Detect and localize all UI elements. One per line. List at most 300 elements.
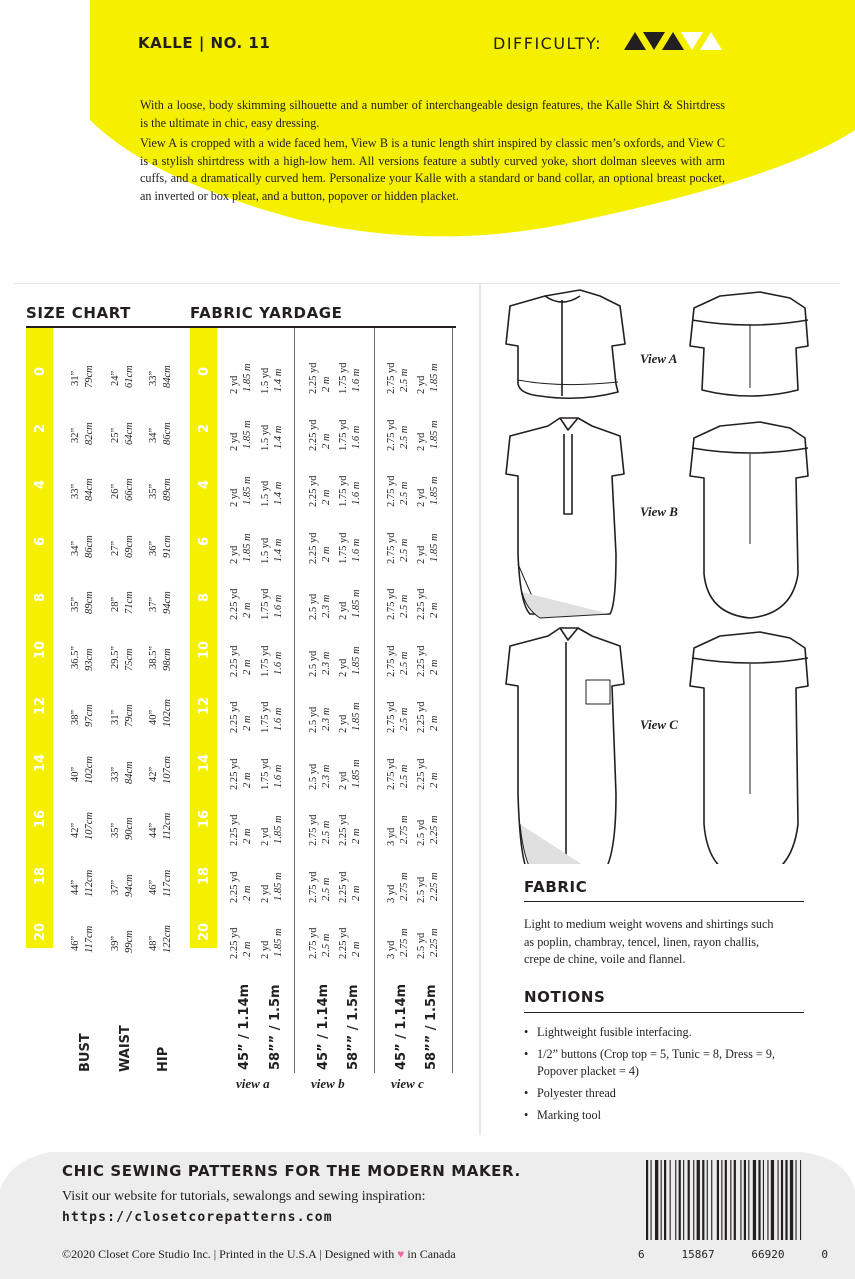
- yardage-yards: 2.25 yd: [416, 588, 427, 620]
- yardage-yards: 2.75 yd: [308, 927, 319, 959]
- measurement-inch: 44”: [148, 822, 159, 838]
- yardage-meters: 1.85 m: [351, 702, 362, 731]
- yardage-yards: 1.75 yd: [260, 701, 271, 733]
- barcode-bar: [771, 1160, 774, 1240]
- measurement-cm: 66cm: [124, 478, 135, 501]
- yardage-yards: 1.75 yd: [260, 645, 271, 677]
- size-number: 14: [33, 753, 48, 772]
- measurement-inch: 24”: [110, 370, 121, 386]
- yardage-yards: 2.25 yd: [416, 758, 427, 790]
- yardage-meters: 2.3 m: [321, 594, 332, 618]
- yardage-meters: 1.85 m: [351, 645, 362, 675]
- measurement-inch: 35”: [110, 822, 121, 838]
- yardage-meters: 2.25 m: [429, 928, 440, 957]
- size-number: 4: [33, 479, 48, 489]
- yardage-yards: 2.75 yd: [386, 532, 397, 564]
- measurement-cm: 61cm: [124, 365, 135, 388]
- measurement-cm: 82cm: [84, 421, 95, 445]
- measurement-inch: 37”: [110, 879, 121, 895]
- yardage-meters: 2.5 m: [321, 877, 332, 901]
- yardage-yards: 2.5 yd: [416, 876, 427, 903]
- barcode-bar: [679, 1160, 681, 1240]
- barcode-digits: [638, 1248, 828, 1261]
- measurement-cm: 94cm: [124, 873, 135, 897]
- measurement-cm: 89cm: [162, 478, 173, 501]
- yardage-yards: 2.25 yd: [229, 927, 240, 959]
- yardage-yards: 1.75 yd: [338, 475, 349, 507]
- measurement-cm: 79cm: [124, 704, 135, 727]
- yardage-meters: 2.75 m: [399, 871, 410, 901]
- yardage-meters: 1.85 m: [242, 532, 253, 562]
- barcode-bar: [758, 1160, 760, 1240]
- yardage-yards: 2 yd: [229, 375, 240, 394]
- measurement-cm: 84cm: [124, 760, 135, 784]
- yardage-yards: 2 yd: [338, 658, 349, 677]
- yardage-yards: 1.75 yd: [338, 419, 349, 451]
- yardage-yards: 2.75 yd: [386, 419, 397, 451]
- yardage-yards: 2.25 yd: [338, 871, 349, 903]
- measurement-cm: 75cm: [124, 647, 135, 671]
- measurement-inch: 39”: [110, 935, 121, 951]
- yardage-yards: 1.75 yd: [260, 588, 271, 620]
- barcode-bar: [796, 1160, 797, 1240]
- barcode-bar: [790, 1160, 793, 1240]
- yardage-yards: 2.75 yd: [386, 588, 397, 620]
- website-link[interactable]: https://closetcorepatterns.com: [62, 1210, 333, 1225]
- yardage-meters: 1.6 m: [273, 764, 284, 788]
- size-number: 12: [33, 696, 48, 715]
- difficulty-rating-icons: [624, 30, 724, 54]
- yardage-yards: 2.25 yd: [308, 419, 319, 451]
- yardage-yards: 2.25 yd: [416, 701, 427, 733]
- yardage-meters: 1.85 m: [429, 363, 440, 392]
- measurement-inch: 25”: [110, 427, 121, 443]
- view-c-label: view c: [391, 1076, 424, 1091]
- yardage-meters: 2 m: [429, 772, 440, 788]
- yardage-meters: 1.85 m: [429, 532, 440, 562]
- yardage-meters: 2.5 m: [399, 368, 410, 392]
- notion-item: • Marking tool: [524, 1107, 784, 1124]
- yardage-yards: 2 yd: [338, 714, 349, 733]
- yardage-meters: 2.5 m: [399, 594, 410, 618]
- measurement-cm: 91cm: [162, 534, 173, 558]
- barcode-bar: [683, 1160, 684, 1240]
- size-chart-title: SIZE CHART: [26, 304, 132, 322]
- yardage-yards: 2 yd: [416, 545, 427, 564]
- yardage-yards: 2.75 yd: [386, 701, 397, 733]
- measurement-cm: 98cm: [162, 647, 173, 671]
- yardage-meters: 1.85 m: [351, 589, 362, 618]
- barcode-bar: [744, 1160, 746, 1240]
- barcode-digit-group: 6: [638, 1248, 645, 1261]
- barcode-bar: [800, 1160, 801, 1240]
- yardage-meters: 2.25 m: [429, 871, 440, 901]
- yardage-meters: 1.4 m: [273, 481, 284, 505]
- yardage-yards: 2.25 yd: [338, 927, 349, 959]
- yardage-yards: 2.25 yd: [229, 758, 240, 790]
- difficulty-filled-icon: [662, 32, 684, 50]
- barcode-bar: [753, 1160, 756, 1240]
- fabric-text: Light to medium weight wovens and shirtings such as poplin, chambray, tencel, linen, rayon challis, crepe de chine, voile and flannel.: [524, 917, 774, 966]
- size-number: 2: [197, 423, 212, 433]
- measurement-cm: 84cm: [162, 365, 173, 388]
- yardage-yards: 1.75 yd: [338, 532, 349, 564]
- measurement-inch: 46”: [148, 879, 159, 895]
- yardage-meters: 2.5 m: [399, 764, 410, 788]
- notion-item: • Polyester thread: [524, 1085, 784, 1102]
- barcode-digit-group: 66920: [751, 1248, 785, 1261]
- difficulty-label: DIFFICULTY:: [493, 34, 603, 53]
- view-b-back-drawing: [690, 422, 808, 618]
- yardage-yards: 2.25 yd: [416, 645, 427, 677]
- yardage-row-label: 45” / 1.14m: [394, 983, 409, 1070]
- barcode-bar: [711, 1160, 712, 1240]
- yardage-meters: 1.6 m: [273, 594, 284, 618]
- view-a-front-drawing: [506, 290, 625, 398]
- measurement-inch: 32”: [70, 427, 81, 443]
- yardage-meters: 1.85 m: [273, 928, 284, 957]
- measurement-cm: 112cm: [84, 869, 95, 897]
- yardage-meters: 2 m: [242, 885, 253, 901]
- yardage-meters: 2.3 m: [321, 707, 332, 731]
- barcode-bar: [781, 1160, 783, 1240]
- notions-rule: [524, 1012, 804, 1013]
- size-number: 18: [33, 866, 48, 885]
- yardage-column-divider: [374, 328, 375, 1073]
- yardage-meters: 2 m: [429, 659, 440, 675]
- yardage-meters: 2.5 m: [399, 707, 410, 731]
- yardage-meters: 2 m: [321, 376, 332, 392]
- size-row-label: WAIST: [118, 1025, 133, 1072]
- yardage-yards: 1.5 yd: [260, 367, 271, 394]
- measurement-inch: 36.5”: [70, 645, 81, 669]
- measurement-inch: 36”: [148, 540, 159, 556]
- yardage-yards: 2 yd: [260, 940, 271, 959]
- size-number: 10: [33, 640, 48, 659]
- yardage-yards: 2 yd: [229, 432, 240, 451]
- difficulty-filled-icon: [624, 32, 646, 50]
- yardage-meters: 1.6 m: [351, 368, 362, 392]
- yardage-meters: 1.6 m: [351, 481, 362, 505]
- measurement-inch: 38”: [70, 709, 81, 725]
- barcode-bar: [697, 1160, 700, 1240]
- barcode-bar: [730, 1160, 731, 1240]
- yardage-yards: 2.75 yd: [386, 475, 397, 507]
- description-paragraph: With a loose, body skimming silhouette and a number of interchangeable design features, the Kalle Shirt & Shirtdress is the ultimate in chic, easy dressing.: [140, 98, 725, 130]
- yardage-yards: 2.5 yd: [308, 593, 319, 620]
- measurement-inch: 27”: [110, 540, 121, 556]
- measurement-cm: 94cm: [162, 591, 173, 614]
- yardage-meters: 1.6 m: [351, 425, 362, 449]
- pattern-description: [140, 97, 725, 208]
- yardage-meters: 1.85 m: [273, 815, 284, 844]
- yardage-meters: 1.6 m: [351, 538, 362, 562]
- barcode-digit-group: 0: [821, 1248, 828, 1261]
- measurement-cm: 93cm: [84, 647, 95, 671]
- garment-illustrations: [500, 284, 830, 864]
- yardage-meters: 1.4 m: [273, 425, 284, 449]
- measurement-inch: 35”: [70, 596, 81, 612]
- yardage-meters: 2.75 m: [399, 815, 410, 844]
- yardage-yards: 2 yd: [260, 884, 271, 903]
- barcode: [644, 1160, 828, 1248]
- footer-tagline: CHIC SEWING PATTERNS FOR THE MODERN MAKER.: [62, 1162, 521, 1180]
- measurement-cm: 86cm: [84, 534, 95, 558]
- yardage-row-label: 58”” / 1.5m: [268, 984, 283, 1070]
- measurement-inch: 34”: [70, 540, 81, 556]
- view-c-caption: View C: [640, 717, 678, 732]
- size-number: 10: [197, 640, 212, 659]
- measurement-inch: 28”: [110, 596, 121, 612]
- in-canada-text: in Canada: [407, 1247, 456, 1261]
- yardage-meters: 2 m: [351, 828, 362, 844]
- chart-top-rule: [26, 326, 456, 328]
- yardage-meters: 2 m: [321, 546, 332, 562]
- measurement-inch: 42”: [70, 822, 81, 838]
- yardage-meters: 1.4 m: [273, 538, 284, 562]
- yardage-yards: 1.5 yd: [260, 424, 271, 451]
- yardage-meters: 2 m: [351, 885, 362, 901]
- yardage-meters: 2 m: [321, 489, 332, 505]
- yardage-yards: 2.25 yd: [229, 871, 240, 903]
- size-number: 14: [197, 753, 212, 772]
- yardage-yards: 1.5 yd: [260, 480, 271, 507]
- barcode-bar: [670, 1160, 671, 1240]
- yardage-yards: 2.25 yd: [338, 814, 349, 846]
- measurement-inch: 42”: [148, 766, 159, 782]
- measurement-cm: 86cm: [162, 421, 173, 445]
- barcode-bar: [655, 1160, 658, 1240]
- difficulty-filled-icon: [643, 32, 665, 50]
- yardage-yards: 2.25 yd: [308, 475, 319, 507]
- size-chart-band: [26, 328, 53, 948]
- measurement-inch: 31”: [110, 709, 121, 725]
- barcode-bar: [721, 1160, 722, 1240]
- yardage-yards: 2 yd: [338, 601, 349, 620]
- yardage-yards: 2.5 yd: [416, 932, 427, 959]
- measurement-inch: 29.5”: [110, 645, 121, 669]
- yardage-yards: 2.75 yd: [386, 758, 397, 790]
- measurement-inch: 26”: [110, 483, 121, 499]
- yardage-yards: 2.75 yd: [308, 871, 319, 903]
- yardage-yards: 2 yd: [416, 375, 427, 394]
- barcode-bar: [651, 1160, 652, 1240]
- yardage-meters: 2.5 m: [321, 820, 332, 844]
- difficulty-empty-icon: [681, 32, 703, 50]
- yardage-row-label: 58”” / 1.5m: [346, 984, 361, 1070]
- yardage-meters: 2 m: [242, 772, 253, 788]
- measurement-inch: 33”: [110, 766, 121, 782]
- yardage-yards: 2 yd: [229, 488, 240, 507]
- yardage-yards: 2.25 yd: [229, 645, 240, 677]
- yardage-meters: 2 m: [242, 602, 253, 618]
- yardage-meters: 2.25 m: [429, 815, 440, 844]
- yardage-yards: 3 yd: [386, 827, 397, 846]
- notion-item: • Lightweight fusible interfacing.: [524, 1024, 784, 1041]
- barcode-bar: [725, 1160, 727, 1240]
- yardage-meters: 2 m: [242, 941, 253, 957]
- measurement-inch: 40”: [148, 709, 159, 725]
- view-a-back-drawing: [690, 292, 808, 396]
- view-c-back-drawing: [690, 632, 808, 864]
- size-row-label: HIP: [156, 1046, 171, 1072]
- yardage-yards: 1.75 yd: [338, 362, 349, 394]
- size-number: 16: [197, 809, 212, 828]
- size-number: 0: [197, 366, 212, 376]
- yardage-meters: 1.85 m: [273, 871, 284, 901]
- yardage-column-divider: [294, 328, 295, 1073]
- size-number: 20: [197, 922, 212, 941]
- yardage-meters: 1.6 m: [273, 651, 284, 675]
- yardage-meters: 2.5 m: [399, 425, 410, 449]
- yardage-meters: 1.85 m: [429, 476, 440, 505]
- measurement-cm: 107cm: [162, 755, 173, 784]
- yardage-yards: 2.25 yd: [308, 362, 319, 394]
- measurement-cm: 89cm: [84, 591, 95, 614]
- barcode-bar: [748, 1160, 749, 1240]
- yardage-meters: 1.85 m: [242, 476, 253, 505]
- footer-copyright: [62, 1247, 456, 1262]
- yardage-yards: 2 yd: [260, 827, 271, 846]
- measurement-cm: 122cm: [162, 925, 173, 953]
- size-number: 18: [197, 866, 212, 885]
- yardage-meters: 2.3 m: [321, 651, 332, 675]
- yardage-band: [190, 328, 217, 948]
- measurement-inch: 37”: [148, 596, 159, 612]
- yardage-yards: 2 yd: [338, 771, 349, 790]
- barcode-bar: [664, 1160, 666, 1240]
- size-number: 8: [197, 592, 212, 602]
- view-a-label: view a: [236, 1076, 270, 1091]
- measurement-cm: 64cm: [124, 421, 135, 445]
- yardage-row-label: 45” / 1.14m: [237, 983, 252, 1070]
- yardage-yards: 2.5 yd: [308, 650, 319, 677]
- measurement-inch: 31”: [70, 370, 81, 386]
- yardage-meters: 2 m: [242, 715, 253, 731]
- yardage-meters: 2.5 m: [399, 538, 410, 562]
- yardage-meters: 1.85 m: [429, 419, 440, 449]
- size-number: 2: [33, 423, 48, 433]
- yardage-yards: 2 yd: [416, 432, 427, 451]
- view-b-front-drawing: [506, 418, 624, 618]
- size-row-label: BUST: [78, 1033, 93, 1072]
- yardage-meters: 2 m: [321, 433, 332, 449]
- yardage-meters: 1.4 m: [273, 368, 284, 392]
- barcode-bar: [717, 1160, 719, 1240]
- barcode-bar: [734, 1160, 736, 1240]
- measurement-cm: 102cm: [162, 699, 173, 727]
- yardage-meters: 2 m: [429, 602, 440, 618]
- measurement-inch: 35”: [148, 483, 159, 499]
- size-number: 6: [33, 536, 48, 546]
- measurement-inch: 48”: [148, 935, 159, 951]
- barcode-bar: [707, 1160, 708, 1240]
- yardage-meters: 1.85 m: [351, 758, 362, 788]
- barcode-bar: [661, 1160, 662, 1240]
- yardage-meters: 2.5 m: [399, 481, 410, 505]
- notion-item: • 1/2” buttons (Crop top = 5, Tunic = 8, Dress = 9, Popover placket = 4): [524, 1046, 784, 1080]
- size-number: 8: [33, 592, 48, 602]
- measurement-inch: 38.5”: [148, 645, 159, 669]
- yardage-meters: 2 m: [242, 828, 253, 844]
- barcode-bar: [778, 1160, 779, 1240]
- fabric-heading: FABRIC: [524, 878, 588, 896]
- notions-list: [524, 1024, 784, 1129]
- yardage-yards: 2.5 yd: [416, 819, 427, 846]
- difficulty-empty-icon: [700, 32, 722, 50]
- size-number: 0: [33, 366, 48, 376]
- size-number: 6: [197, 536, 212, 546]
- yardage-yards: 2.5 yd: [308, 706, 319, 733]
- barcode-bar: [693, 1160, 694, 1240]
- yardage-yards: 2.75 yd: [308, 814, 319, 846]
- barcode-bar: [785, 1160, 787, 1240]
- barcode-bar: [763, 1160, 764, 1240]
- barcode-bar: [702, 1160, 704, 1240]
- measurement-cm: 71cm: [124, 591, 135, 614]
- yardage-yards: 2 yd: [229, 545, 240, 564]
- yardage-yards: 2.25 yd: [229, 814, 240, 846]
- measurement-inch: 44”: [70, 879, 81, 895]
- yardage-meters: 2 m: [429, 715, 440, 731]
- fabric-yardage-title: FABRIC YARDAGE: [190, 304, 343, 322]
- measurement-inch: 33”: [70, 483, 81, 499]
- yardage-meters: 1.85 m: [242, 363, 253, 392]
- yardage-yards: 2.25 yd: [229, 701, 240, 733]
- yardage-meters: 2.5 m: [321, 933, 332, 957]
- view-b-caption: View B: [640, 504, 678, 519]
- yardage-yards: 2.25 yd: [229, 588, 240, 620]
- fabric-rule: [524, 901, 804, 902]
- measurement-cm: 112cm: [162, 812, 173, 840]
- yardage-yards: 1.75 yd: [260, 758, 271, 790]
- measurement-cm: 99cm: [124, 930, 135, 953]
- yardage-yards: 3 yd: [386, 884, 397, 903]
- yardage-column-divider: [452, 328, 453, 1073]
- heart-icon: ♥: [397, 1247, 405, 1261]
- pattern-title: KALLE | NO. 11: [138, 34, 271, 52]
- size-number: 12: [197, 696, 212, 715]
- measurement-inch: 46”: [70, 935, 81, 951]
- yardage-row-label: 58”” / 1.5m: [424, 984, 439, 1070]
- yardage-meters: 1.85 m: [242, 419, 253, 449]
- measurement-cm: 69cm: [124, 534, 135, 558]
- measurement-cm: 90cm: [124, 817, 135, 840]
- barcode-bar: [675, 1160, 676, 1240]
- size-number: 16: [33, 809, 48, 828]
- yardage-yards: 2 yd: [416, 488, 427, 507]
- yardage-yards: 1.5 yd: [260, 537, 271, 564]
- size-number: 20: [33, 922, 48, 941]
- yardage-yards: 2.75 yd: [386, 362, 397, 394]
- measurement-inch: 40”: [70, 766, 81, 782]
- barcode-bar: [646, 1160, 648, 1240]
- barcode-digit-group: 15867: [681, 1248, 715, 1261]
- yardage-yards: 2.5 yd: [308, 763, 319, 790]
- measurement-cm: 97cm: [84, 704, 95, 727]
- measurement-cm: 117cm: [162, 869, 173, 897]
- size-number: 4: [197, 479, 212, 489]
- copyright-text: ©2020 Closet Core Studio Inc. | Printed in the U.S.A | Designed with: [62, 1247, 395, 1261]
- measurement-inch: 33”: [148, 370, 159, 386]
- view-a-caption: View A: [640, 351, 678, 366]
- view-b-label: view b: [311, 1076, 345, 1091]
- measurement-cm: 117cm: [84, 925, 95, 953]
- view-c-front-drawing: [506, 628, 624, 864]
- yardage-meters: 2.75 m: [399, 928, 410, 957]
- barcode-bar: [688, 1160, 690, 1240]
- yardage-meters: 2.5 m: [399, 651, 410, 675]
